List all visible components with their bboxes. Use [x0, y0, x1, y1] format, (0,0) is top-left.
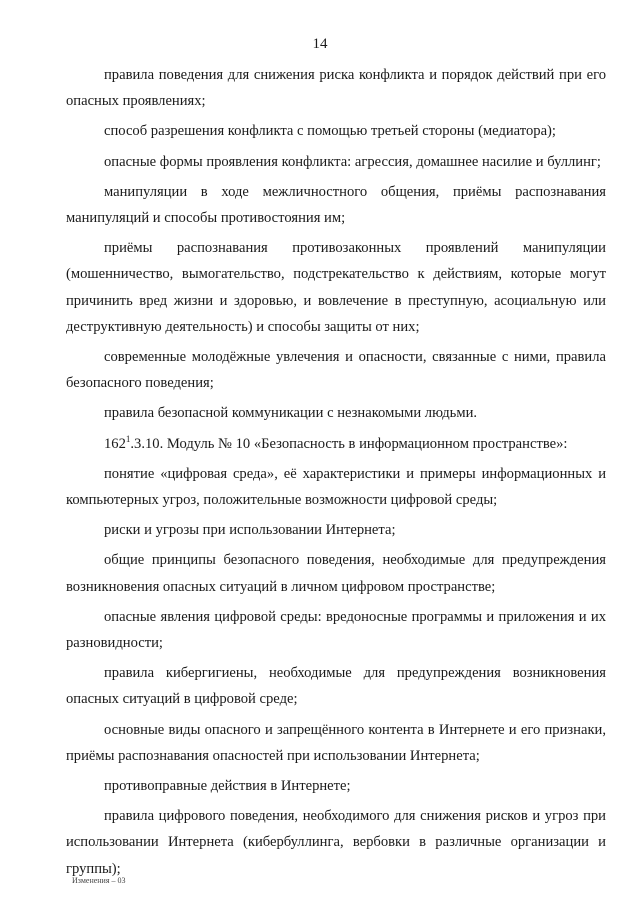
paragraph: противоправные действия в Интернете; — [104, 778, 351, 795]
paragraph: риски и угрозы при использовании Интернета; — [104, 522, 396, 539]
paragraph: понятие «цифровая среда», её характеристики и примеры информационных и компьютерных угроз, положительные возможности цифровой среды; — [66, 465, 606, 509]
paragraph: правила кибергигиены, необходимые для предупреждения возникновения опасных ситуаций в цифровой среде; — [66, 665, 606, 708]
paragraph: манипуляции в ходе межличностного общения, приёмы распознавания манипуляций и способы противостояния им; — [66, 183, 606, 227]
paragraph: опасные формы проявления конфликта: агрессия, домашнее насилие и буллинг; — [104, 153, 601, 170]
footer-note: Изменения – 03 — [72, 876, 126, 885]
document-body — [66, 62, 606, 882]
section-number: 162 — [104, 435, 126, 452]
paragraph: опасные явления цифровой среды: вредоносные программы и приложения и их разновидности; — [66, 608, 606, 652]
paragraph: современные молодёжные увлечения и опасности, связанные с ними, правила безопасного поведения; — [66, 349, 606, 392]
page-number: 14 — [312, 36, 328, 52]
paragraph: правила поведения для снижения риска конфликта и порядок действий при его опасных проявлениях; — [66, 67, 606, 110]
paragraph: основные виды опасного и запрещённого контента в Интернете и его признаки, приёмы распознавания опасностей при использовании Интернета; — [66, 721, 606, 764]
section-heading — [66, 431, 606, 457]
paragraph: способ разрешения конфликта с помощью третьей стороны (медиатора); — [104, 123, 556, 140]
paragraph: общие принципы безопасного поведения, необходимые для предупреждения возникновения опасных ситуаций в личном цифровом пространстве; — [66, 552, 606, 595]
paragraph: правила цифрового поведения, необходимого для снижения рисков и угроз при использовании Интернета (кибербуллинга, вербовки в различные организации и группы); — [66, 808, 606, 877]
paragraph: приёмы распознавания противозаконных проявлений манипуляции (мошенничество, вымогательство, подстрекательство к действиям, которые могут причинить вред жизни и здоровью, и вовлечение в преступную, асоциальную или деструктивную деятельность) и способы защиты от них; — [66, 240, 606, 335]
section-title: .3.10. Модуль № 10 «Безопасность в информационном пространстве»: — [130, 435, 568, 452]
paragraph: правила безопасной коммуникации с незнакомыми людьми. — [104, 405, 478, 422]
section-superscript: 1 — [125, 433, 131, 444]
